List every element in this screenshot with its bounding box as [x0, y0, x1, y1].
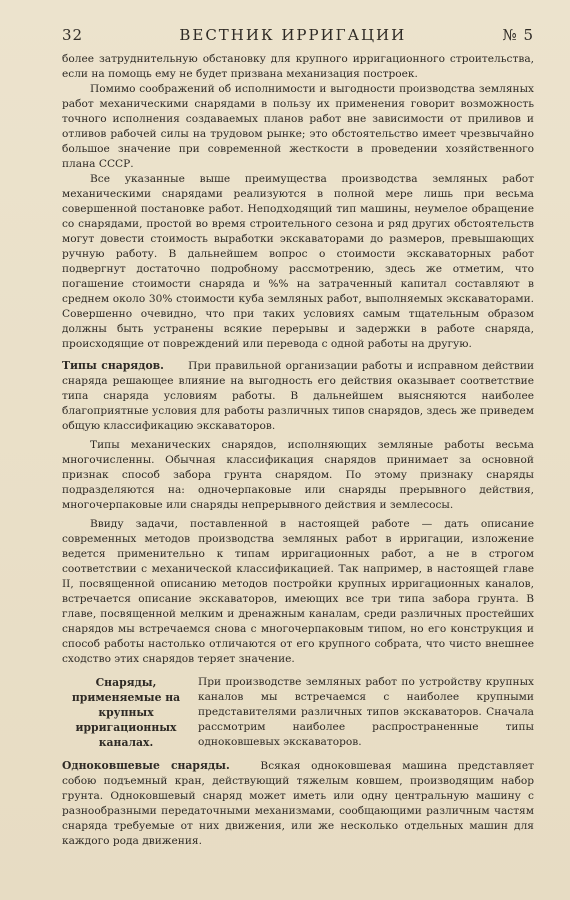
section-large-canals — [62, 675, 534, 750]
paragraph-precision: Помимо соображений об исполнимости и выгодности производства земляных работ механическими снарядами в пользу их применения говорит возможность точного исполнения создаваемых планов работ вне зависимости от приливов и отливов рабочей силы на трудовом рынке; это обстоятельство имеет чрезвычайно большое значение при современной жесткости в проведении хозяйственного плана СССР. — [62, 83, 534, 170]
section-heading-types: Типы снарядов. — [62, 359, 164, 372]
section-types — [62, 358, 534, 434]
section-heading-large-canals: Снаряды, применяемые на крупных ирригационных каналах. — [71, 676, 181, 749]
journal-title: ВЕСТНИК ИРРИГАЦИИ — [179, 26, 407, 44]
paragraph-method: Ввиду задачи, поставленной в настоящей работе — дать описание современных методов производства земляных работ в ирригации, изложение ведется применительно к типам ирригационных работ, а не в строгом соответствии с механической классификацией. Так например, в настоящей главе II, посвященной описанию методов постройки крупных ирригационных каналов, встречается описание экскаваторов, имеющих все три типа забора грунта. В главе, посвященной мелким и дренажным каналам, среди различных простейших снарядов мы встречаемся снова с многочерпаковым типом, но его конструкция и способ работы настолько отличаются от его крупного собрата, что чисто внешнее сходство этих снарядов теряет значение. — [62, 518, 534, 665]
page-number: 32 — [62, 26, 84, 44]
issue-number: № 5 — [502, 26, 534, 44]
section-single-bucket — [62, 758, 534, 849]
section-types-lead: При правильной организации работы и исправном действии снаряда решающее влияние на выгодность его действия оказывает соответствие типа снаряда условиям работы. В дальнейшем выясняются наиболее благоприятные условия для работы различных типов снарядов, здесь же приведем общую классификацию экскаваторов. — [62, 360, 535, 432]
section-types-text — [62, 358, 534, 434]
section-large-canals-text: При производстве земляных работ по устройству крупных каналов мы встречаемся с наиболее крупными представителями различных типов экскаваторов. Сначала рассмотрим наиболее распространенные типы одноковшевых экскаваторов. — [198, 676, 534, 748]
section-single-bucket-lead: Всякая одноковшевая машина представляет собою подъемный кран, действующий тяжелым ковшем, производящим набор грунта. Одноковшевый снаряд может иметь или одну центральную машину с разнообразными передаточными механизмами, сообщающими различным частям снаряда требуемые от них движения, или же несколько отдельных машин для каждого рода движения. — [62, 760, 534, 847]
paragraph-continuation: более затруднительную обстановку для крупного ирригационного строительства, если на помощь ему не будет призвана механизация построек. — [62, 53, 534, 80]
section-single-bucket-text — [62, 758, 534, 849]
paragraph-classification: Типы механических снарядов, исполняющих земляные работы весьма многочисленны. Обычная классификация снарядов принимает за основной признак способ забора грунта снарядом. По этому признаку снаряды подразделяются на: одночерпаковые или снаряды прерывного действия, многочерпаковые или снаряды непрерывного действия и землесосы. — [62, 439, 534, 511]
paragraph-organization: Все указанные выше преимущества производства земляных работ механическими снарядами реализуются в полной мере лишь при весьма совершенной постановке работ. Неподходящий тип машины, неумелое обращение со снарядами, простой во время строительного сезона и ряд других обстоятельств могут довести стоимость выработки экскаваторами до размеров, превышающих ручную работу. В дальнейшем вопрос о стоимости экскаваторных работ подвергнут достаточно подробному рассмотрению, здесь же отметим, что погашение стоимости снаряда и %% на затраченный капитал составляют в среднем около 30% стоимости куба земляных работ, выполняемых экскаваторами. Совершенно очевидно, что при таких условиях самым тщательным образом должны быть устранены всякие перерывы и задержки в работе снаряда, происходящие от повреждений или перевода с одной работы на другую. — [62, 173, 534, 350]
page-header — [62, 26, 534, 44]
section-heading-single-bucket: Одноковшевые снаряды. — [62, 759, 230, 772]
